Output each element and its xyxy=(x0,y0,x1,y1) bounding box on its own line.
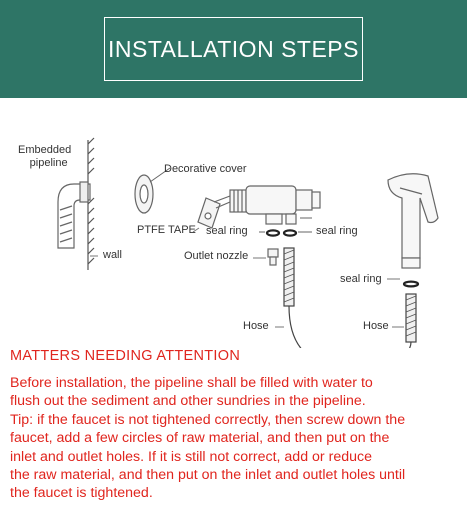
attention-notes xyxy=(10,374,460,503)
wall-label: wall xyxy=(103,249,122,261)
ptfe-connector-graphic xyxy=(198,196,230,228)
note-line: the raw material, and then put on the inlet and outlet holes until xyxy=(10,467,406,484)
title-frame xyxy=(104,17,363,81)
decorative-cover-graphic xyxy=(135,175,153,213)
embedded-pipeline-label-line2: pipeline xyxy=(29,157,68,169)
seal-ring-left-label: seal ring xyxy=(206,225,248,237)
embedded-pipe-graphic xyxy=(58,182,90,248)
seal-ring-right-label: seal ring xyxy=(316,225,358,237)
note-line: Tip: if the faucet is not tightened correctly, then screw down the xyxy=(10,411,406,428)
outlet-nozzle-label: Outlet nozzle xyxy=(184,250,249,262)
embedded-pipeline-label-line1: Embedded xyxy=(18,144,72,156)
sprayer-graphic xyxy=(388,174,438,268)
wall-graphic xyxy=(88,138,94,270)
hose-right-label: Hose xyxy=(363,320,389,332)
installation-diagram xyxy=(0,98,467,348)
note-line: the faucet is tightened. xyxy=(10,485,153,502)
decorative-cover-label: Decorative cover xyxy=(164,163,247,175)
note-line: flush out the sediment and other sundries in the pipeline. xyxy=(10,393,366,410)
header-banner xyxy=(0,0,467,98)
ptfe-tape-label: PTFE TAPE xyxy=(137,224,196,236)
installation-diagram-art xyxy=(0,98,467,348)
outlet-nozzle-graphic xyxy=(268,249,278,265)
hose-left-label: Hose xyxy=(243,320,269,332)
embedded-pipeline-label xyxy=(18,144,71,170)
note-line: Before installation, the pipeline shall be filled with water to xyxy=(10,375,373,391)
attention-heading: MATTERS NEEDING ATTENTION xyxy=(10,348,241,364)
seal-ring-sprayer-label: seal ring xyxy=(340,273,382,285)
hose-graphic xyxy=(284,248,416,342)
note-line: faucet, add a few circles of raw material, and then put on the xyxy=(10,430,390,447)
page-title: INSTALLATION STEPS xyxy=(108,35,359,62)
note-line: inlet and outlet holes. If it is still not correct, add or reduce xyxy=(10,448,372,465)
